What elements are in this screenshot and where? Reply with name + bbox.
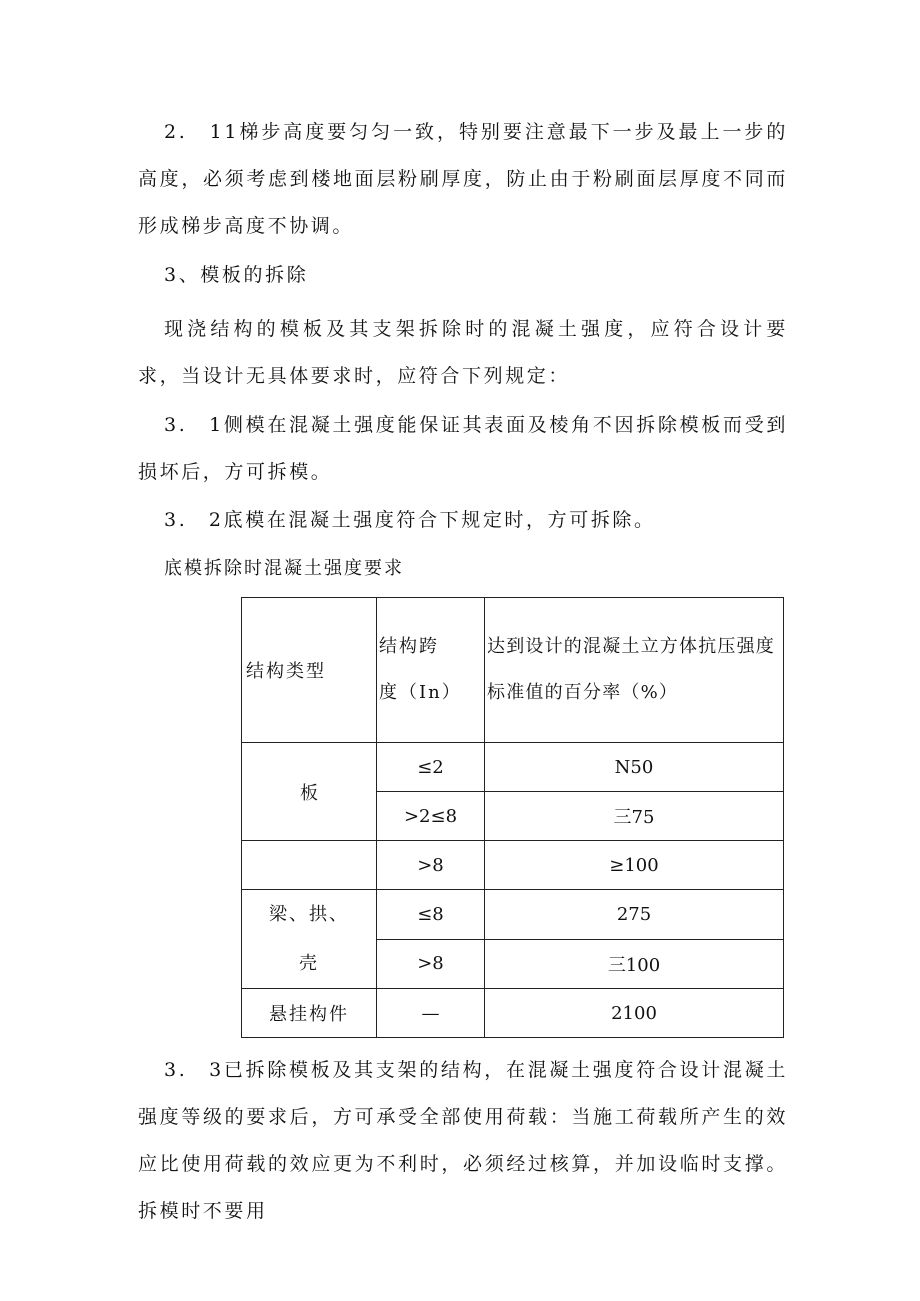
paragraph-side-formwork: 3. 1侧模在混凝土强度能保证其表面及棱角不因拆除模板而受到损坏后，方可拆模。 [138,414,788,483]
header-strength-percent [485,598,784,743]
paragraph-step-height: 2. 11梯步高度要匀匀一致，特别要注意最下一步及最上一步的高度，必须考虑到楼地面层粉刷厚度，防止由于粉刷面层厚度不同而形成梯步高度不协调。 [138,121,788,237]
header-span-line1: 结构跨 [379,636,439,657]
beam-label-line2: 壳 [299,953,319,974]
cell-span: >8 [377,841,485,890]
header-structure-type [242,598,377,743]
header-span-line2: 度（In） [379,682,462,703]
table-row [242,841,784,890]
cell-empty [242,841,377,890]
table-caption: 底模拆除时混凝土强度要求 [164,558,404,579]
paragraph-bottom-formwork: 3. 2底模在混凝土强度符合下规定时，方可拆除。 [164,509,656,531]
cell-value: 275 [485,890,784,940]
header-structure-span [377,598,485,743]
cell-value: N50 [485,743,784,792]
cell-span: >2≤8 [377,792,485,841]
cell-span: — [377,989,485,1038]
table-row [242,890,784,940]
cell-value: 三100 [485,939,784,989]
header-strength-line2: 标准值的百分率（%） [487,682,679,703]
table-row [242,743,784,792]
strength-requirement-table [241,597,784,1038]
section-heading-formwork-removal: 3、模板的拆除 [164,264,309,286]
cell-value: ≥100 [485,841,784,890]
header-structure-type-text: 结构类型 [246,661,326,682]
cell-beam-arch-shell-label [242,890,377,989]
cell-slab-label: 板 [242,743,377,841]
beam-label-line1: 梁、拱、 [269,904,349,925]
paragraph-load-bearing: 3. 3已拆除模板及其支架的结构，在混凝土强度符合设计混凝土强度等级的要求后，方可承受全部使用荷载：当施工荷载所产生的效应比使用荷载的效应更为不利时，必须经过核算，并加设临时支撑。拆模时不要用 [138,1059,788,1222]
cell-span: >8 [377,939,485,989]
table-header-row [242,598,784,743]
cell-span: ≤2 [377,743,485,792]
cell-value: 三75 [485,792,784,841]
cell-span: ≤8 [377,890,485,940]
cell-value: 2100 [485,989,784,1038]
header-strength-line1: 达到设计的混凝土立方体抗压强度 [487,636,775,657]
cell-cantilever-label: 悬挂构件 [242,989,377,1038]
paragraph-removal-strength: 现浇结构的模板及其支架拆除时的混凝土强度，应符合设计要求，当设计无具体要求时，应符合下列规定： [138,318,788,387]
table-row [242,989,784,1038]
